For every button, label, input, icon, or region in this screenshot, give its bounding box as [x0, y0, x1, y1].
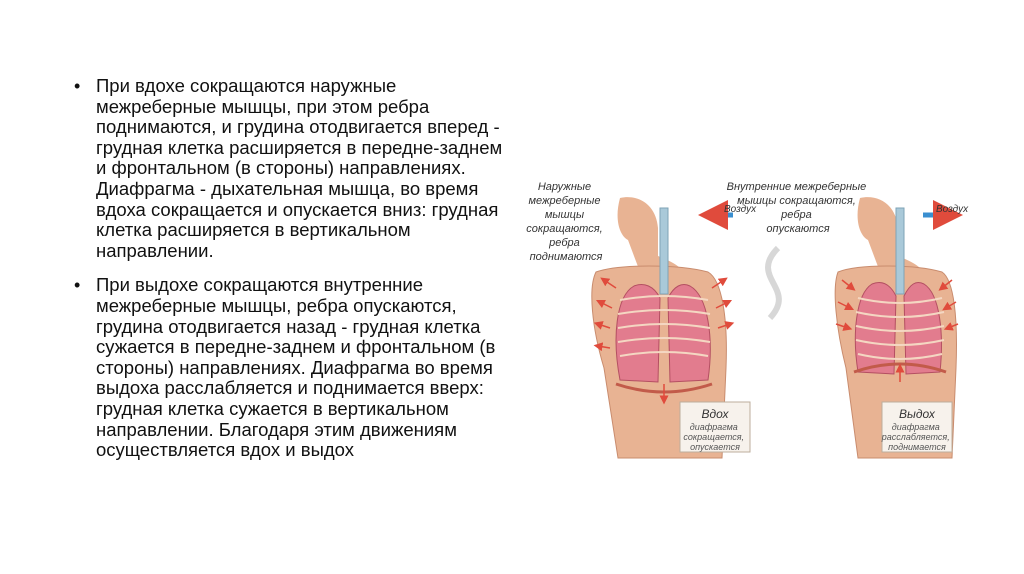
exhale-muscle-label: Внутренние межреберные мышцы сокращаются, ребра опускаются	[726, 181, 867, 235]
breathing-illustration-svg	[508, 168, 969, 464]
trachea	[896, 208, 904, 294]
inhale-caption-title: Вдох	[701, 407, 729, 421]
exhale-figure	[727, 181, 969, 458]
bullet-list	[70, 76, 510, 475]
head-shape	[618, 197, 680, 272]
air-label-right: Воздух	[936, 204, 969, 215]
breathing-illustration	[508, 168, 969, 464]
inhale-figure	[526, 181, 757, 458]
trachea	[660, 208, 668, 294]
bullet-inhale	[70, 76, 510, 261]
inhale-caption-detail: диафрагма сокращается, опускается	[683, 422, 745, 452]
decorative-swirl	[768, 248, 779, 318]
bullet-exhale	[70, 275, 510, 460]
inhale-muscle-label: Наружные межреберные мышцы сокращаются, ребра поднимаются	[526, 181, 603, 263]
bullet-inhale-text: При вдохе сокращаются наружные межреберные мышцы, при этом ребра поднимаются, и грудина отодвигается вперед - грудная клетка расширяется в передне-заднем и фронтальном (в стороны) направлениях. Диафрагма - дыхательная мышца, во время вдоха сокращается и опускается вниз: грудная клетка расширяется в вертикальном направлении.	[96, 75, 503, 261]
bullet-exhale-text: При выдохе сокращаются внутренние межреберные мышцы, ребра опускаются, грудина отодвигается назад - грудная клетка сужается в передне-заднем и фронтальном (в стороны) направлениях. Диафрагма во время выдоха расслабляется и поднимается вверх: грудная клетка сужается в вертикальном направлении. Благодаря этим движениям осуществляется вдох и выдох	[96, 274, 496, 461]
air-label-left: Воздух	[724, 204, 757, 215]
exhale-caption-detail: диафрагма расслабляется, поднимается	[881, 422, 950, 452]
bullet-dot: •	[74, 76, 81, 96]
bullet-dot: •	[74, 275, 81, 296]
head-shape	[858, 197, 920, 272]
exhale-caption-title: Выдох	[899, 407, 935, 421]
